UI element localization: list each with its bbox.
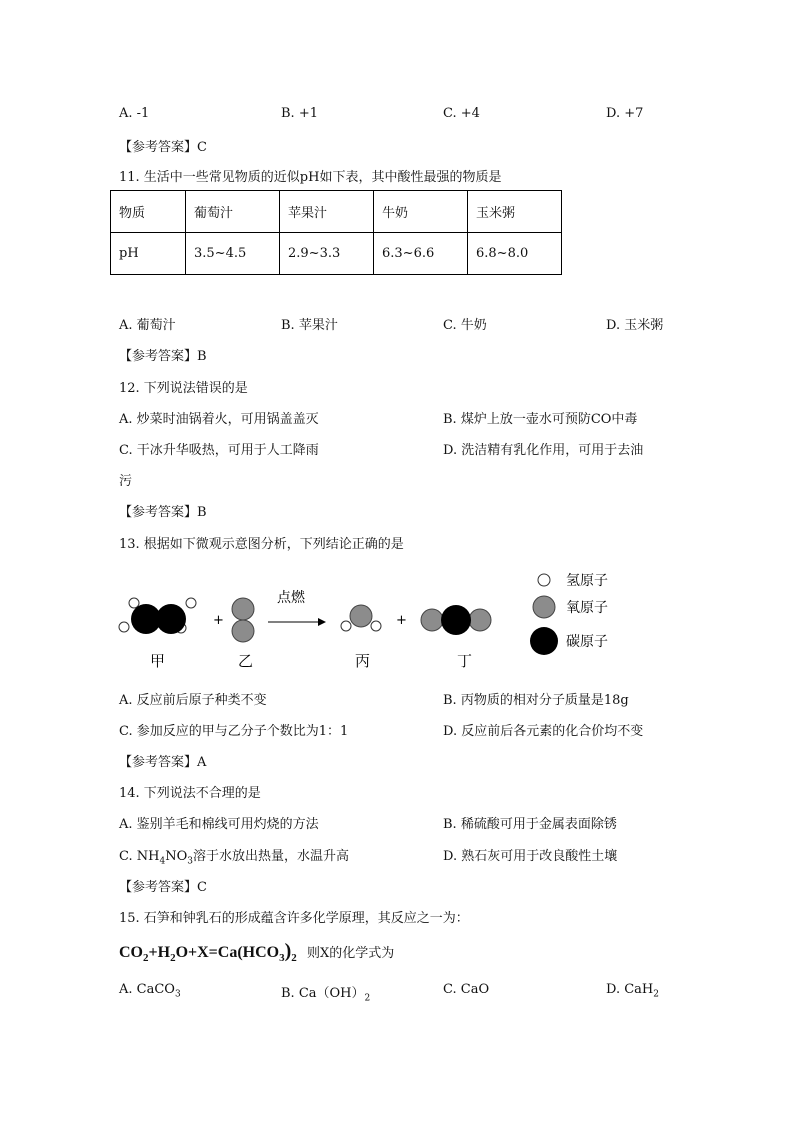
q15-option-d: D. CaH$_2$ bbox=[606, 982, 659, 1000]
reaction-formula: $CO_2+H_2O+X=Ca(HCO_3)_2$ bbox=[119, 940, 297, 965]
q12-options-row2 bbox=[119, 439, 679, 457]
q10-option-d: D. +7 bbox=[606, 106, 644, 121]
q12-options-row1 bbox=[119, 408, 679, 426]
q13-options-row2 bbox=[119, 720, 679, 738]
ph-table bbox=[110, 190, 562, 275]
q14-options-row2 bbox=[119, 845, 679, 867]
q13-option-d: D. 反应前后各元素的化合价均不变 bbox=[443, 724, 644, 739]
q11-option-c: C. 牛奶 bbox=[443, 318, 487, 333]
hydrogen-atom-icon bbox=[538, 574, 550, 586]
q10-option-a: A. -1 bbox=[119, 106, 150, 121]
ph-table-cell: 3.5~4.5 bbox=[186, 233, 280, 275]
q15-options bbox=[119, 982, 679, 1004]
ph-table-cell: 6.8~8.0 bbox=[468, 233, 562, 275]
q12-question: 12. 下列说法错误的是 bbox=[119, 381, 248, 396]
label-ding: 丁 bbox=[457, 652, 473, 670]
q13-option-a: A. 反应前后原子种类不变 bbox=[119, 693, 267, 708]
q14-option-a: A. 鉴别羊毛和棉线可用灼烧的方法 bbox=[119, 817, 319, 832]
q15-option-b: B. $Ca(OH)_2$ bbox=[281, 986, 371, 1004]
ph-table-cell: 葡萄汁 bbox=[186, 191, 280, 233]
q12-option-a: A. 炒菜时油锅着火，可用锅盖盖灭 bbox=[119, 412, 319, 427]
q10-options bbox=[119, 106, 679, 124]
q10-answer: 【参考答案】C bbox=[119, 140, 207, 155]
q14-option-b: B. 稀硫酸可用于金属表面除锈 bbox=[443, 817, 617, 832]
arrow-label: 点燃 bbox=[277, 590, 305, 606]
atom-legend bbox=[530, 573, 608, 655]
ph-table-cell: 物质 bbox=[111, 191, 186, 233]
q12-answer: 【参考答案】B bbox=[119, 505, 207, 520]
q15-formula-suffix: 则X的化学式为 bbox=[306, 946, 395, 961]
legend-carbon: 碳原子 bbox=[566, 634, 608, 650]
molecule-ding bbox=[421, 605, 491, 635]
legend-hydrogen: 氢原子 bbox=[566, 573, 608, 589]
q14-answer: 【参考答案】C bbox=[119, 880, 207, 895]
q11-option-b: B. 苹果汁 bbox=[281, 318, 338, 333]
reaction-diagram bbox=[0, 560, 794, 680]
label-yi: 乙 bbox=[238, 652, 254, 670]
plus-sign: + bbox=[213, 613, 224, 628]
q13-option-c: C. 参加反应的甲与乙分子个数比为1：1 bbox=[119, 724, 349, 739]
q11-option-a: A. 葡萄汁 bbox=[119, 318, 176, 333]
q12-option-d: D. 洗洁精有乳化作用，可用于去油 bbox=[443, 443, 644, 458]
label-bing: 丙 bbox=[355, 652, 371, 670]
q10-option-b: B. +1 bbox=[281, 106, 318, 121]
q12-option-c: C. 干冰升华吸热，可用于人工降雨 bbox=[119, 443, 319, 458]
molecule-bing bbox=[341, 605, 381, 631]
molecule-jia bbox=[119, 598, 196, 634]
arrow-head-icon bbox=[318, 618, 326, 626]
q11-option-d: D. 玉米粥 bbox=[606, 318, 664, 333]
carbon-atom-icon bbox=[530, 627, 558, 655]
plus-sign: + bbox=[396, 613, 407, 628]
q11-options bbox=[119, 314, 679, 332]
q13-options-row1 bbox=[119, 689, 679, 707]
q14-option-d: D. 熟石灰可用于改良酸性土壤 bbox=[443, 849, 618, 864]
q12-option-d-continuation: 污 bbox=[119, 474, 133, 489]
legend-oxygen: 氧原子 bbox=[566, 600, 608, 616]
label-jia: 甲 bbox=[150, 652, 166, 670]
ph-table-cell: 6.3~6.6 bbox=[374, 233, 468, 275]
q15-formula-line bbox=[119, 940, 394, 964]
q14-question: 14. 下列说法不合理的是 bbox=[119, 786, 261, 801]
q13-question: 13. 根据如下微观示意图分析，下列结论正确的是 bbox=[119, 537, 404, 552]
q13-answer: 【参考答案】A bbox=[119, 755, 207, 770]
q15-option-c: C. CaO bbox=[443, 982, 490, 997]
ph-table-header-row bbox=[111, 191, 562, 233]
ph-table-cell: 玉米粥 bbox=[468, 191, 562, 233]
q15-option-a: A. CaCO$_3$ bbox=[119, 982, 181, 1000]
ph-table-cell: 2.9~3.3 bbox=[280, 233, 374, 275]
ph-table-cell: pH bbox=[111, 233, 186, 275]
q15-question: 15. 石笋和钟乳石的形成蕴含许多化学原理，其反应之一为： bbox=[119, 911, 469, 926]
q11-answer: 【参考答案】B bbox=[119, 349, 207, 364]
molecule-yi bbox=[232, 598, 254, 642]
ph-table-cell: 牛奶 bbox=[374, 191, 468, 233]
ph-table-value-row bbox=[111, 233, 562, 275]
ph-table-cell: 苹果汁 bbox=[280, 191, 374, 233]
q14-options-row1 bbox=[119, 813, 679, 831]
q13-option-b: B. 丙物质的相对分子质量是18g bbox=[443, 693, 629, 708]
q12-option-b: B. 煤炉上放一壶水可预防CO中毒 bbox=[443, 412, 638, 427]
q14-option-c: C. $NH_4NO_3$溶于水放出热量，水温升高 bbox=[119, 849, 349, 867]
q11-question: 11. 生活中一些常见物质的近似pH如下表，其中酸性最强的物质是 bbox=[119, 170, 502, 185]
oxygen-atom-icon bbox=[533, 596, 555, 618]
q10-option-c: C. +4 bbox=[443, 106, 480, 121]
